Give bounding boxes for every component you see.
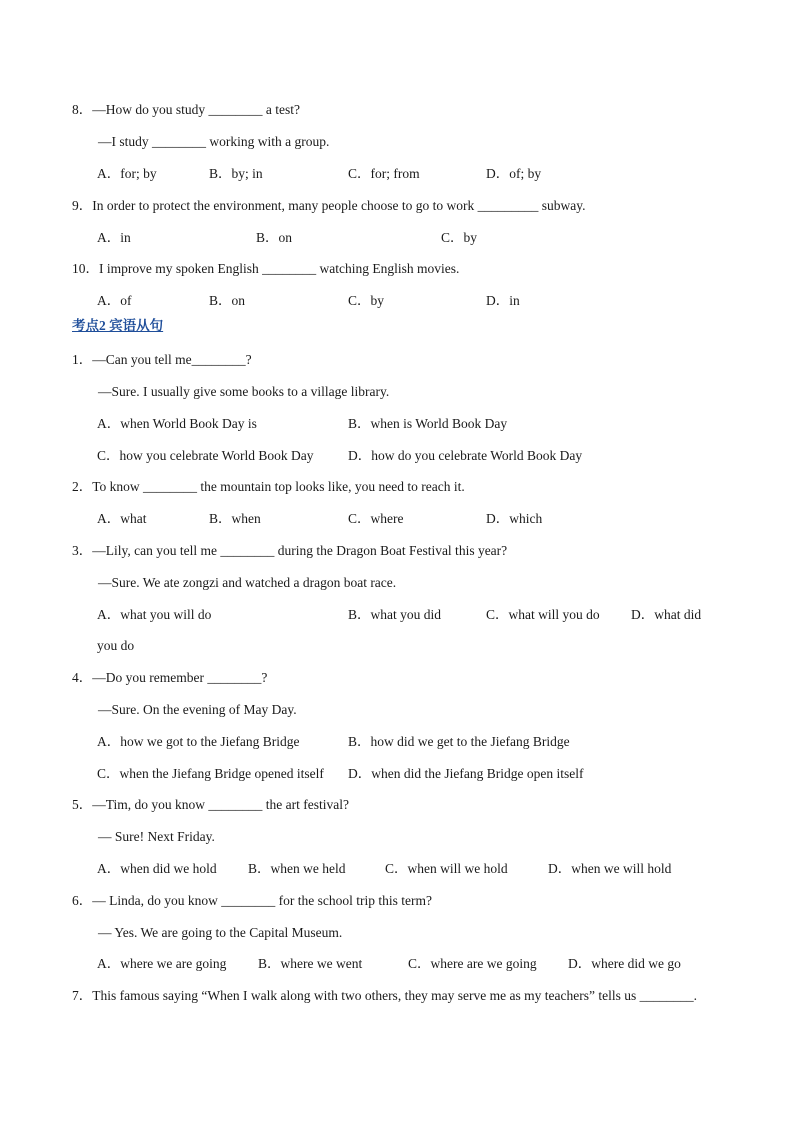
q9-option-a: A．in [97, 230, 131, 245]
s2q3-option-d-wrap: you do [97, 638, 135, 653]
s2q5-option-a: A．when did we hold [97, 861, 217, 876]
s2q1-reply: —Sure. I usually give some books to a village library. [98, 384, 390, 399]
q10-stem: 10．I improve my spoken English ________ watching English movies. [72, 261, 460, 276]
q10-option-c: C．by [348, 293, 385, 308]
s2q4-option-d: D．when did the Jiefang Bridge open itself [348, 766, 584, 781]
q10-option-a: A．of [97, 293, 132, 308]
s2q3-option-d: D．what did [631, 607, 702, 622]
s2q6-option-c: C．where are we going [408, 956, 537, 971]
s2q6-option-d: D．where did we go [568, 956, 681, 971]
s2q1-option-c: C．how you celebrate World Book Day [97, 448, 314, 463]
s2q1-stem: 1．—Can you tell me________? [72, 352, 252, 367]
s2q5-reply: — Sure! Next Friday. [98, 829, 215, 844]
section-heading: 考点2 宾语从句 [72, 318, 164, 333]
s2q5-option-d: D．when we will hold [548, 861, 672, 876]
q8-option-b: B．by; in [209, 166, 263, 181]
q10-option-d: D．in [486, 293, 520, 308]
s2q2-stem: 2．To know ________ the mountain top looks like, you need to reach it. [72, 479, 465, 494]
s2q6-stem: 6．— Linda, do you know ________ for the school trip this term? [72, 893, 432, 908]
s2q5-option-b: B．when we held [248, 861, 346, 876]
s2q4-stem: 4．—Do you remember ________? [72, 670, 268, 685]
q8-reply: —I study ________ working with a group. [98, 134, 330, 149]
s2q1-option-b: B．when is World Book Day [348, 416, 508, 431]
q8-option-d: D．of; by [486, 166, 542, 181]
s2q4-option-c: C．when the Jiefang Bridge opened itself [97, 766, 324, 781]
s2q2-option-b: B．when [209, 511, 261, 526]
q9-option-c: C．by [441, 230, 478, 245]
q9-option-b: B．on [256, 230, 293, 245]
s2q2-option-c: C．where [348, 511, 404, 526]
s2q6-option-a: A．where we are going [97, 956, 227, 971]
s2q3-stem: 3．—Lily, can you tell me ________ during the Dragon Boat Festival this year? [72, 543, 508, 558]
s2q4-option-b: B．how did we get to the Jiefang Bridge [348, 734, 570, 749]
q8-option-a: A．for; by [97, 166, 157, 181]
s2q1-option-d: D．how do you celebrate World Book Day [348, 448, 583, 463]
s2q3-reply: —Sure. We ate zongzi and watched a dragon boat race. [98, 575, 397, 590]
s2q3-option-c: C．what will you do [486, 607, 600, 622]
s2q4-reply: —Sure. On the evening of May Day. [98, 702, 297, 717]
s2q6-reply: — Yes. We are going to the Capital Museum. [98, 925, 343, 940]
q8-stem: 8．—How do you study ________ a test? [72, 102, 300, 117]
s2q6-option-b: B．where we went [258, 956, 363, 971]
s2q1-option-a: A．when World Book Day is [97, 416, 257, 431]
s2q2-option-d: D．which [486, 511, 543, 526]
s2q7-stem: 7．This famous saying “When I walk along with two others, they may serve me as my teachers” tells us ________. [72, 988, 697, 1003]
s2q5-option-c: C．when will we hold [385, 861, 508, 876]
s2q5-stem: 5．—Tim, do you know ________ the art festival? [72, 797, 349, 812]
s2q3-option-b: B．what you did [348, 607, 441, 622]
q10-option-b: B．on [209, 293, 246, 308]
s2q2-option-a: A．what [97, 511, 147, 526]
s2q4-option-a: A．how we got to the Jiefang Bridge [97, 734, 300, 749]
s2q3-option-a: A．what you will do [97, 607, 212, 622]
q9-stem: 9．In order to protect the environment, many people choose to go to work _________ subway. [72, 198, 586, 213]
q8-option-c: C．for; from [348, 166, 420, 181]
